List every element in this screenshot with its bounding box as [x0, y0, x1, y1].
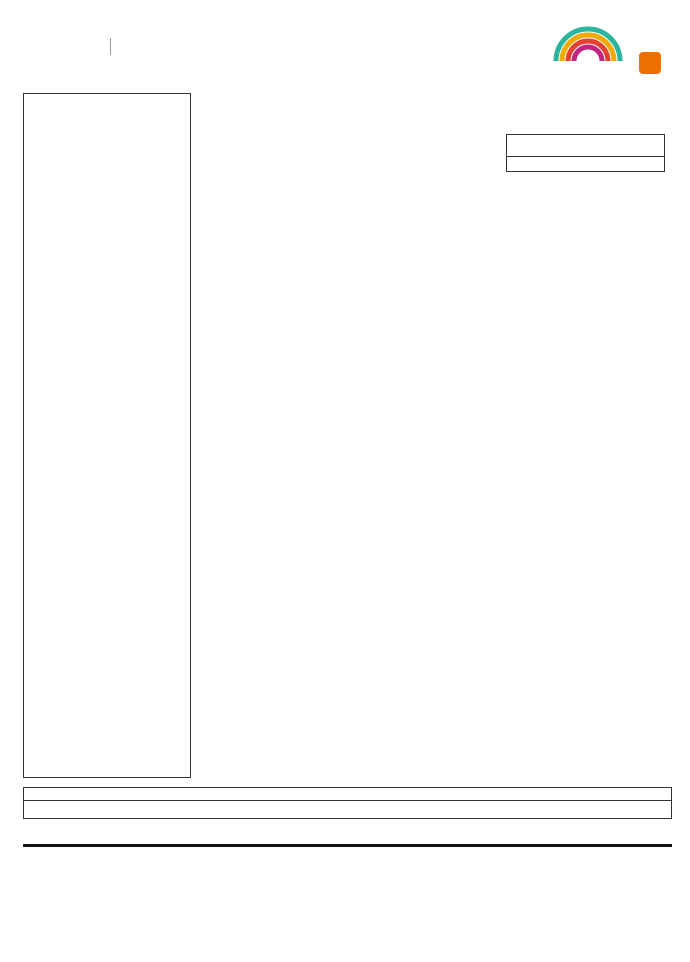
footer-rule: [23, 844, 672, 847]
prize-money-table: [23, 787, 672, 819]
seeded-title: [184, 851, 188, 860]
draw-frame: [23, 93, 191, 778]
prize-table-divider: [23, 800, 672, 801]
